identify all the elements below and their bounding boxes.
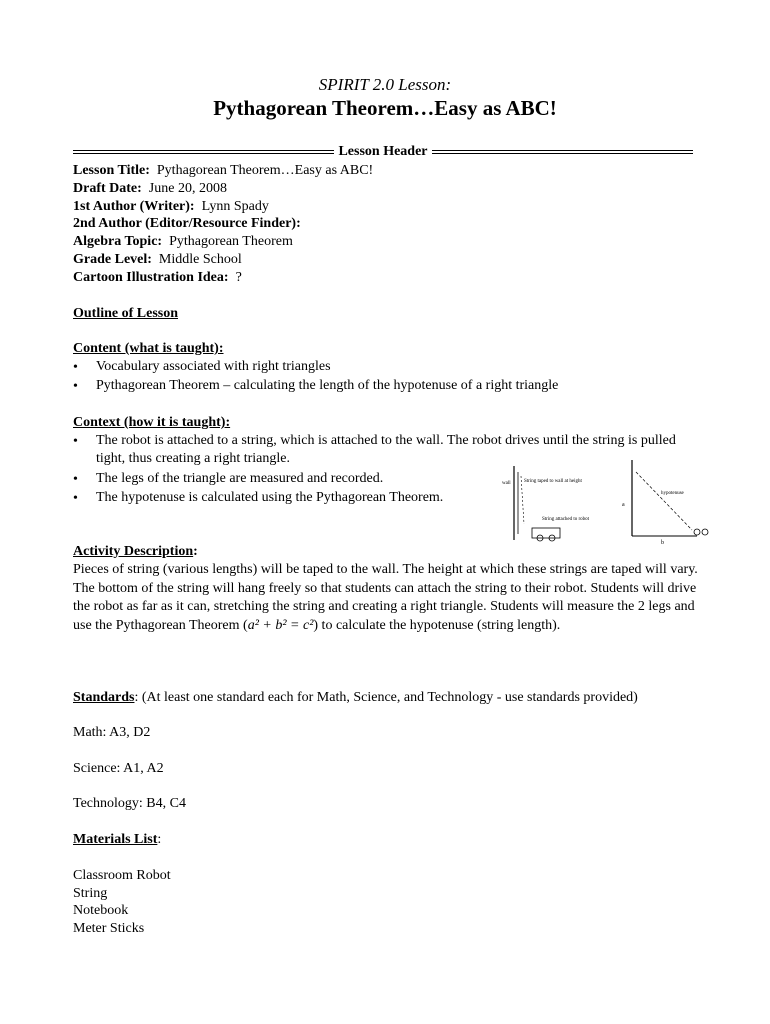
meta-draft-date [73,180,227,197]
meta-value: Lynn Spady [201,199,269,214]
activity-description [73,561,698,635]
pythagorean-formula: a² + b² = c² [247,617,314,633]
bullet-dot: • [73,472,78,487]
content-item: Vocabulary associated with right triangles [96,359,331,374]
meta-label: Cartoon Illustration Idea: [73,270,229,285]
meta-value: Pythagorean Theorem [169,234,293,249]
meta-label: Grade Level: [73,252,152,267]
bullet-dot: • [73,360,78,375]
lesson-header-rule [73,144,693,160]
materials-heading: Materials List [73,832,158,847]
activity-text-before: Pieces of string (various lengths) will be taped to the wall. The height at which these strings are taped will vary. The bottom of the string will hang freely so that students can attach the string to their robot. Students will drive the robot as far as it can, stretching the string and creating a right triangle. Students will measure the 2 legs and use the Pythagorean Theorem ( [73,562,698,633]
double-rule-left [73,150,334,154]
figure-wall-label: wall [502,481,511,486]
context-item: The legs of the triangle are measured and recorded. [96,471,384,486]
materials-heading-row [73,831,161,848]
standards-intro: : (At least one standard each for Math, Science, and Technology - use standards provided) [134,690,638,705]
bullet-dot: • [73,379,78,394]
meta-value: June 20, 2008 [148,181,227,196]
meta-value: Middle School [158,252,242,267]
context-heading: Context (how it is taught): [73,415,231,430]
outline-heading: Outline of Lesson [73,306,179,321]
meta-grade-level [73,251,242,268]
wall-string-diagram [500,462,610,544]
meta-lesson-title [73,162,373,179]
materials-item: Notebook [73,903,129,918]
activity-heading: Activity Description [73,544,194,559]
materials-item: String [73,886,108,901]
bullet-dot: • [73,434,78,449]
meta-first-author [73,198,269,215]
meta-cartoon-idea [73,269,242,286]
meta-label: Draft Date: [73,181,142,196]
materials-colon: : [157,832,162,847]
materials-item: Classroom Robot [73,868,171,883]
context-item: The robot is attached to a string, which is attached to the wall. The robot drives until the string is pulled tight, thus creating a right triangle. [96,433,676,466]
meta-label: Lesson Title: [73,163,150,178]
materials-item: Meter Sticks [73,921,145,936]
figure-string-note: String taped to wall at height [524,479,582,484]
meta-algebra-topic [73,233,293,250]
figure-leg-a-label: a [622,502,625,508]
meta-label: 1st Author (Writer): [73,199,195,214]
activity-text-after: ) to calculate the hypotenuse (string length). [313,617,561,633]
content-item: Pythagorean Theorem – calculating the length of the hypotenuse of a right triangle [96,378,559,393]
standards-heading: Standards [73,690,135,705]
meta-second-author [73,215,301,232]
figure-bottom-note: String attached to robot [542,517,590,522]
right-triangle-diagram [617,458,712,548]
lesson-series-title: SPIRIT 2.0 Lesson: [318,75,452,94]
content-heading: Content (what is taught): [73,341,224,356]
context-item: The hypotenuse is calculated using the Pythagorean Theorem. [96,490,444,505]
standards-row [73,689,638,706]
meta-label: 2nd Author (Editor/Resource Finder): [73,216,301,231]
lesson-main-title: Pythagorean Theorem…Easy as ABC! [213,96,557,120]
double-rule-right [432,150,693,154]
activity-heading-row [73,543,198,560]
meta-label: Algebra Topic: [73,234,163,249]
bullet-dot: • [73,491,78,506]
standards-math: Math: A3, D2 [73,725,151,740]
figure-leg-b-label: b [661,540,664,546]
standards-technology: Technology: B4, C4 [73,796,186,811]
lesson-header-label: Lesson Header [338,144,428,159]
activity-colon: : [193,544,198,559]
figure-hyp-label: hypotenuse [661,491,684,496]
meta-value: ? [235,270,242,285]
meta-value: Pythagorean Theorem…Easy as ABC! [156,163,374,178]
standards-science: Science: A1, A2 [73,761,164,776]
